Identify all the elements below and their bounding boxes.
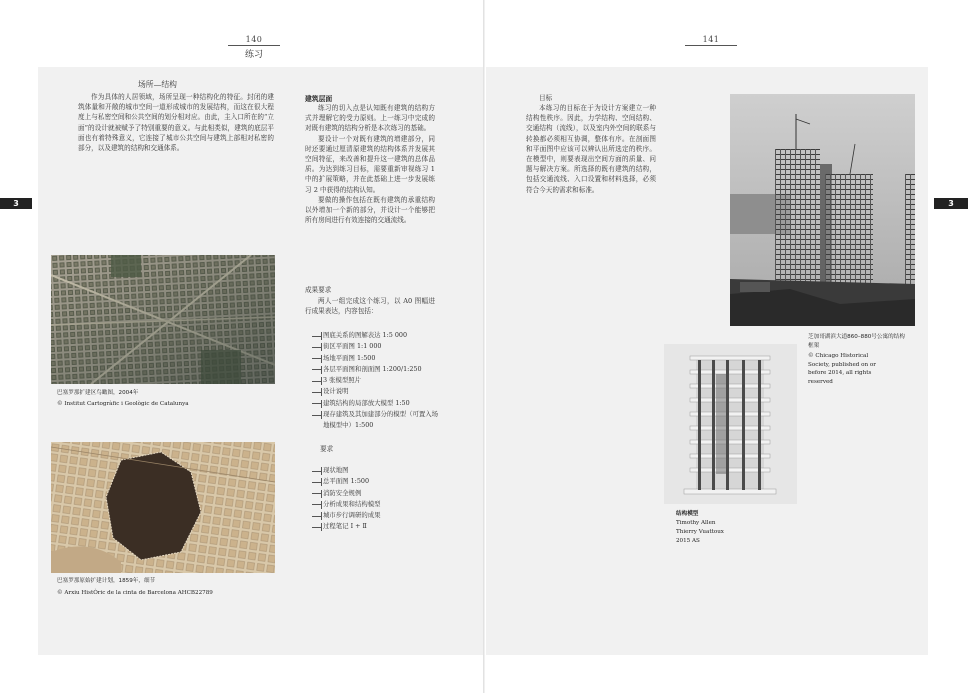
building-section-heading: 建筑层面 xyxy=(305,95,333,103)
goal-paragraph: 本练习的目标在于为设计方案建立一种结构性秩序。因此，力学结构、空间结构、交通结构（流线），以及室内外空间的联系与转换都必须相互协调，整体有序。在剖面图和平面图中应该可以辨认出所选定的秩序。在模型中，则要表现出空间方面的质量、问题与解决方案。所选择的既有建筑的结构，包括交通流线、入口设置和材料选择，必须符合今天的需求和标准。 xyxy=(526,104,656,194)
list-item: 场地平面图 1:500 xyxy=(312,353,442,364)
photo1-caption: 巴塞罗那扩建区鸟瞰图，2004年 xyxy=(57,390,139,396)
left-header-rule xyxy=(228,45,280,46)
structural-model-photo xyxy=(664,344,797,504)
goal-heading: 目标 xyxy=(539,94,553,102)
photo3-caption-title: 芝加哥湖滨大道860–880号公寓的结构框架 xyxy=(808,334,905,349)
right-chapter-tab: 3 xyxy=(934,198,968,209)
list-item: 图底关系的图解表达 1:5 000 xyxy=(312,330,442,341)
requirements-list xyxy=(312,465,442,533)
results-heading: 成果要求 xyxy=(305,286,332,294)
photo4-authors: Timothy Allen Thierry Vuattoux xyxy=(676,520,724,535)
aerial-grid-image xyxy=(51,255,275,384)
list-item: 总平面图 1:500 xyxy=(312,476,442,487)
list-item: 分析成果和结构模型 xyxy=(312,499,442,510)
structural-model-image xyxy=(664,344,797,504)
building-section-text xyxy=(305,103,435,225)
list-item: 消防安全规例 xyxy=(312,488,442,499)
section-title: 场所—结构 xyxy=(138,80,177,89)
left-page-number: 140 xyxy=(245,35,263,44)
results-intro: 两人一组完成这个练习，以 A0 图幅进行成果表达，内容包括： xyxy=(305,297,435,316)
historic-plan-photo xyxy=(51,442,275,573)
photo4-caption-title: 结构模型 xyxy=(676,511,699,517)
photo2-caption: 巴塞罗那原始扩建计划，1859年，细节 xyxy=(57,578,156,584)
list-item: 现存建筑及其加建部分的模型（可置入场地模型中）1:500 xyxy=(312,409,442,432)
list-item: 建筑结构的局部放大模型 1:50 xyxy=(312,398,442,409)
building-paragraph-3: 要做的操作包括在既有建筑的承重结构以外增加一个新的部分，并设计一个能够把所有房间进行有效连接的交通流线。 xyxy=(305,195,435,225)
historic-plan-image xyxy=(51,442,275,573)
left-chapter-tab: 3 xyxy=(0,198,32,209)
photo1-credit: © Institut Cartogràfic i Geològic de Catalunya xyxy=(57,401,189,407)
photo2-credit: © Arxiu HistÒric de la cinta de Barcelona AHCB22789 xyxy=(57,590,213,596)
left-chapter-label: 练习 xyxy=(244,50,263,60)
list-item: 街区平面图 1:1 000 xyxy=(312,341,442,352)
building-paragraph-2: 要设计一个对既有建筑的增建部分，同时还要通过厘清原建筑的结构体系并发展其空间特征，来改善和提升这一建筑的总体品质。为达到练习目标，需要重新审视练习 1 中的扩展策略，并在此基础上进一步发展练习 2 中获得的结构认知。 xyxy=(305,134,435,194)
list-item: 设计说明 xyxy=(312,386,442,397)
right-page-number: 141 xyxy=(702,35,720,44)
page-gutter xyxy=(483,0,485,693)
list-item: 3 张模型照片 xyxy=(312,375,442,386)
intro-paragraph: 作为具体的人居领域，场所呈现一种结构化的特征。封闭的建筑体量和开敞的城市空间一道形成城市的发展结构，而这在很大程度上与私密空间和公共空间的划分相对应。由此，主入口所在的“立面”的设计就被赋予了特别重要的意义。与此相类似，建筑的底层平面也有着特殊意义，它连接了城市公共空间与建筑上部相对私密的部分，以及建筑的结构和交通体系。 xyxy=(78,93,274,153)
list-item: 城市步行调研的成果 xyxy=(312,510,442,521)
aerial-photo-barcelona xyxy=(51,255,275,384)
photo3-credit: © Chicago Historical Society, published on or before 2014, all rights reserved xyxy=(808,353,876,385)
list-item: 过程笔记 Ⅰ + Ⅱ xyxy=(312,521,442,532)
tower-construction-photo xyxy=(730,94,915,326)
results-list xyxy=(312,330,442,432)
building-paragraph-1: 练习的切入点是认知既有建筑的结构方式并理解它的受力原则。上一练习中完成的对既有建筑的结构分析是本次练习的基础。 xyxy=(305,104,435,133)
photo4-year: 2015 AS xyxy=(676,538,700,544)
list-item: 各层平面图和剖面图 1:200/1:250 xyxy=(312,364,442,375)
list-item: 现状地图 xyxy=(312,465,442,476)
right-header-rule xyxy=(685,45,737,46)
requirements-heading: 要求 xyxy=(320,445,334,453)
tower-construction-image xyxy=(730,94,915,326)
